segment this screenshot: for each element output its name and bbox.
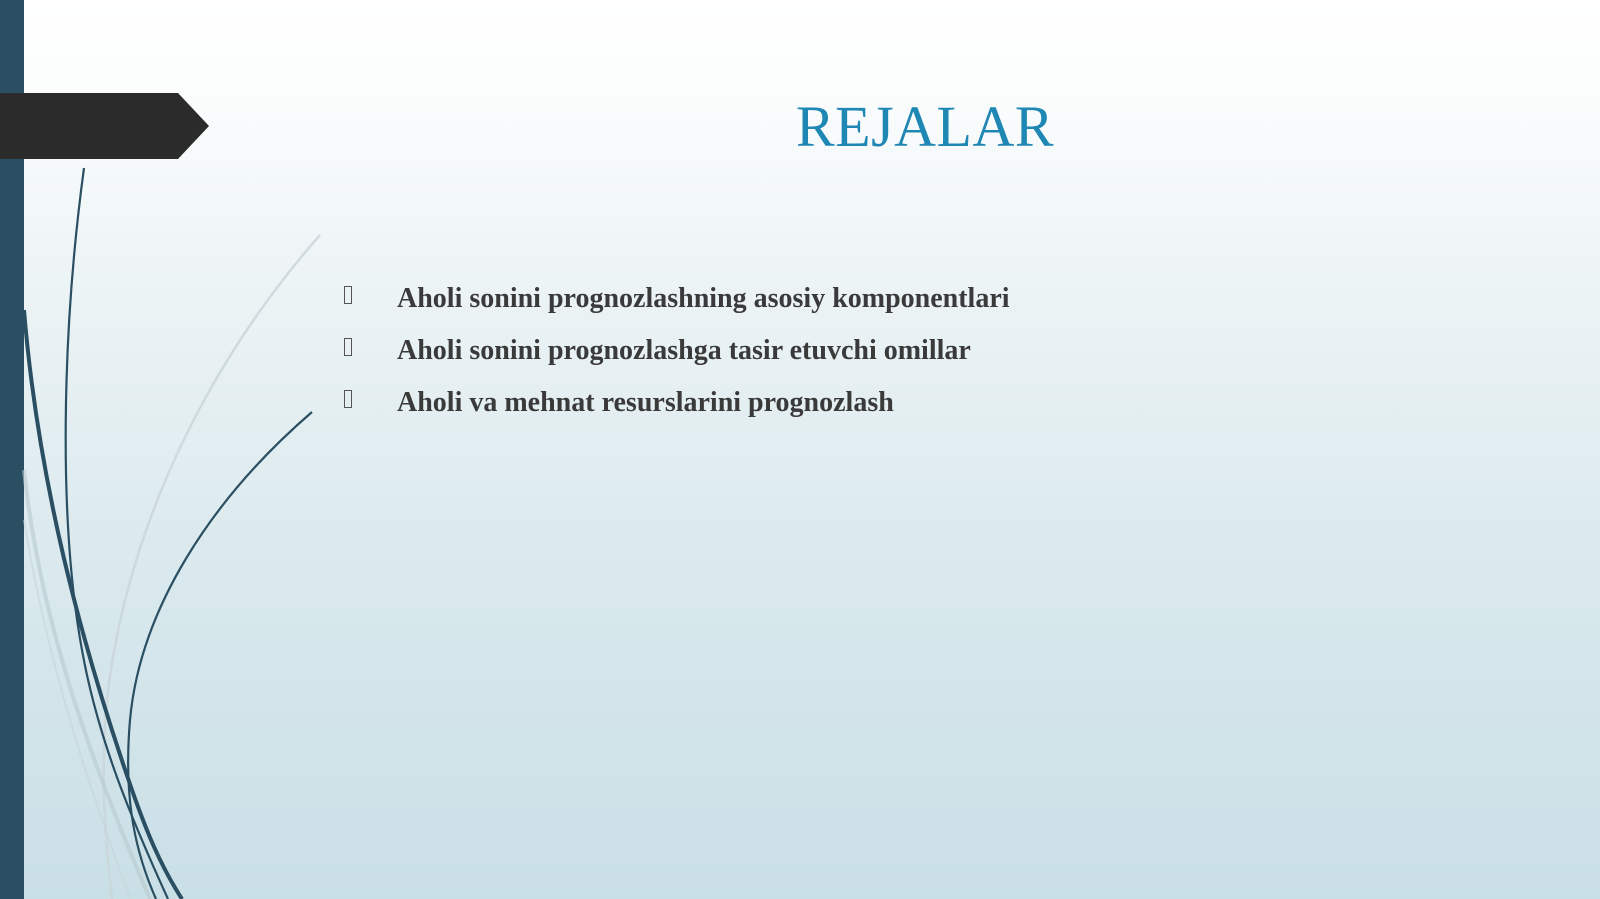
slide-title: REJALAR	[795, 94, 1055, 159]
square-bullet-icon	[344, 286, 352, 304]
faint-curve-2	[24, 470, 150, 899]
list-item	[344, 280, 1444, 332]
list-item	[344, 332, 1444, 384]
bullet-list	[344, 280, 1444, 436]
bullet-text: Aholi va mehnat resurslarini prognozlash	[397, 387, 894, 418]
list-item	[344, 384, 1444, 436]
dark-curve-3	[128, 412, 312, 899]
square-bullet-icon	[344, 338, 352, 356]
bullet-text: Aholi sonini prognozlashga tasir etuvchi omillar	[397, 335, 971, 366]
dark-curve-1	[66, 168, 168, 899]
bullet-text: Aholi sonini prognozlashning asosiy komponentlari	[397, 283, 1010, 314]
square-bullet-icon	[344, 390, 352, 408]
